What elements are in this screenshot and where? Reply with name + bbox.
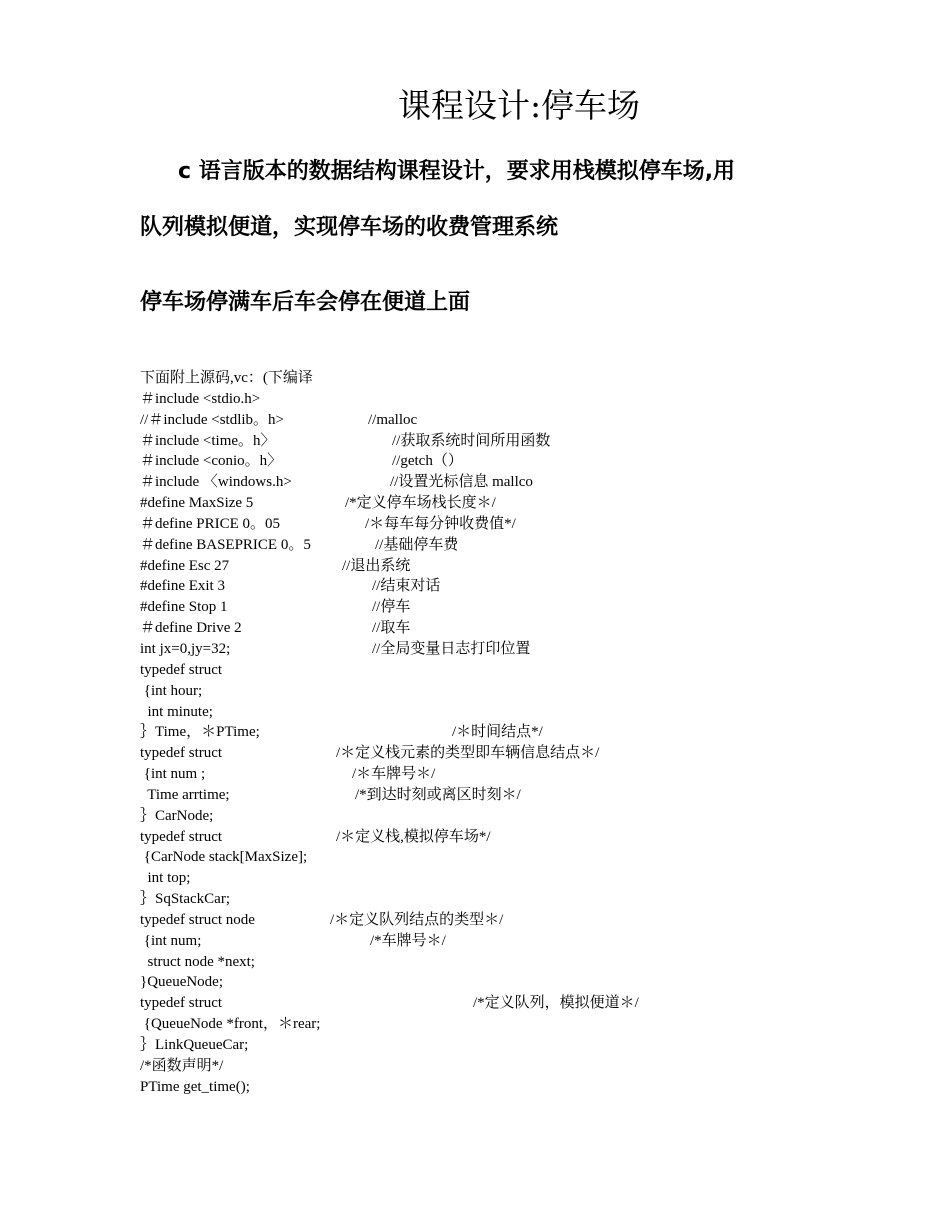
code-line	[140, 993, 920, 1014]
code-comment: //全局变量日志打印位置	[372, 640, 531, 657]
code-line	[140, 410, 920, 431]
code-comment: //停车	[372, 599, 411, 616]
code-text: #define Esc 27	[140, 557, 230, 574]
code-text: {int num ;	[140, 766, 206, 783]
code-text: int minute;	[140, 703, 213, 720]
code-line	[140, 681, 920, 702]
code-text: ＃include <time。h〉	[140, 432, 276, 449]
intro-line-2: 队列模拟便道，实现停车场的收费管理系统	[140, 215, 559, 240]
code-line	[140, 1035, 920, 1056]
code-line	[140, 472, 920, 493]
code-line	[140, 889, 920, 910]
code-line	[140, 389, 920, 410]
code-comment: //基础停车费	[375, 536, 459, 553]
intro-line-1: c 语言版本的数据结构课程设计，要求用栈模拟停车场,用	[178, 159, 736, 184]
code-text: ｝Time，＊PTime;	[140, 724, 260, 741]
code-comment: /*定义队列，模拟便道＊/	[473, 995, 639, 1012]
code-text: ｝LinkQueueCar;	[140, 1037, 249, 1053]
code-text: ＃define Drive 2	[140, 620, 242, 637]
code-line	[140, 514, 920, 535]
code-text: ＃define BASEPRICE 0。5	[140, 536, 311, 553]
page-title: 课程设计:停车场	[397, 86, 641, 125]
code-line	[140, 743, 920, 764]
code-text: {int num;	[140, 932, 202, 949]
code-line	[140, 847, 920, 868]
code-comment: /*到达时刻或离区时刻＊/	[355, 786, 521, 803]
code-comment: //malloc	[368, 411, 418, 428]
code-line	[140, 535, 920, 556]
code-text: int jx=0,jy=32;	[140, 640, 231, 657]
code-text: ＃define PRICE 0。05	[140, 515, 280, 532]
code-text: #define Exit 3	[140, 578, 225, 595]
code-line	[140, 660, 920, 681]
code-line	[140, 1056, 920, 1077]
code-text: typedef struct	[140, 661, 223, 678]
code-line	[140, 597, 920, 618]
code-text: typedef struct node	[140, 911, 255, 928]
code-line	[140, 931, 920, 952]
code-line	[140, 702, 920, 723]
code-line	[140, 639, 920, 660]
code-line	[140, 431, 920, 452]
code-text: typedef struct	[140, 828, 223, 845]
code-text: {CarNode stack[MaxSize];	[140, 849, 308, 866]
code-text: Time arrtime;	[140, 786, 230, 803]
code-text: }QueueNode;	[140, 974, 224, 991]
code-text: {QueueNode *front，＊rear;	[140, 1016, 321, 1033]
code-text: struct node *next;	[140, 953, 255, 970]
code-comment: /＊时间结点*/	[452, 724, 543, 741]
code-comment: //取车	[372, 620, 411, 637]
code-line	[140, 722, 920, 743]
code-comment: /＊车牌号＊/	[352, 766, 436, 783]
source-code-block	[140, 368, 920, 1098]
code-line	[140, 764, 920, 785]
code-comment: /＊每车每分钟收费值*/	[365, 515, 516, 532]
code-comment: //设置光标信息 mallco	[390, 474, 533, 491]
code-comment: //退出系统	[342, 557, 411, 574]
code-text: int top;	[140, 870, 191, 887]
code-comment: /*车牌号＊/	[370, 932, 446, 949]
code-text: #define MaxSize 5	[140, 495, 254, 512]
code-line	[140, 785, 920, 806]
code-text: typedef struct	[140, 745, 223, 762]
code-line	[140, 368, 920, 389]
code-line	[140, 1077, 920, 1098]
code-comment: /＊定义栈元素的类型即车辆信息结点＊/	[336, 745, 600, 762]
code-text: #define Stop 1	[140, 599, 228, 616]
code-text: ＃include <stdio.h>	[140, 390, 261, 407]
code-line	[140, 972, 920, 993]
code-line	[140, 827, 920, 848]
code-comment: //结束对话	[372, 578, 441, 595]
code-line	[140, 910, 920, 931]
code-comment: //获取系统时间所用函数	[392, 432, 551, 449]
code-line	[140, 952, 920, 973]
code-text: ＃include 〈windows.h>	[140, 474, 292, 491]
code-comment: /*定义停车场栈长度＊/	[345, 495, 496, 512]
code-text: ｝CarNode;	[140, 807, 214, 824]
code-text: /*函数声明*/	[140, 1057, 224, 1074]
code-line	[140, 618, 920, 639]
code-line	[140, 868, 920, 889]
code-line	[140, 493, 920, 514]
code-text: 下面附上源码,vc：(下编译	[140, 370, 313, 386]
code-text: PTime get_time();	[140, 1078, 250, 1095]
note-heading: 停车场停满车后车会停在便道上面	[140, 290, 471, 315]
code-line	[140, 556, 920, 577]
code-line	[140, 451, 920, 472]
code-comment: /＊定义队列结点的类型＊/	[330, 911, 504, 928]
code-line	[140, 1014, 920, 1035]
code-text: ＃include <conio。h〉	[140, 453, 283, 470]
code-text: ｝SqStackCar;	[140, 891, 230, 908]
code-comment: //getch（）	[392, 453, 463, 470]
code-text: {int hour;	[140, 682, 203, 699]
code-line	[140, 806, 920, 827]
code-comment: /＊定义栈,模拟停车场*/	[336, 828, 491, 845]
code-line	[140, 576, 920, 597]
code-text: typedef struct	[140, 995, 223, 1012]
code-text: //＃include <stdlib。h>	[140, 411, 284, 428]
